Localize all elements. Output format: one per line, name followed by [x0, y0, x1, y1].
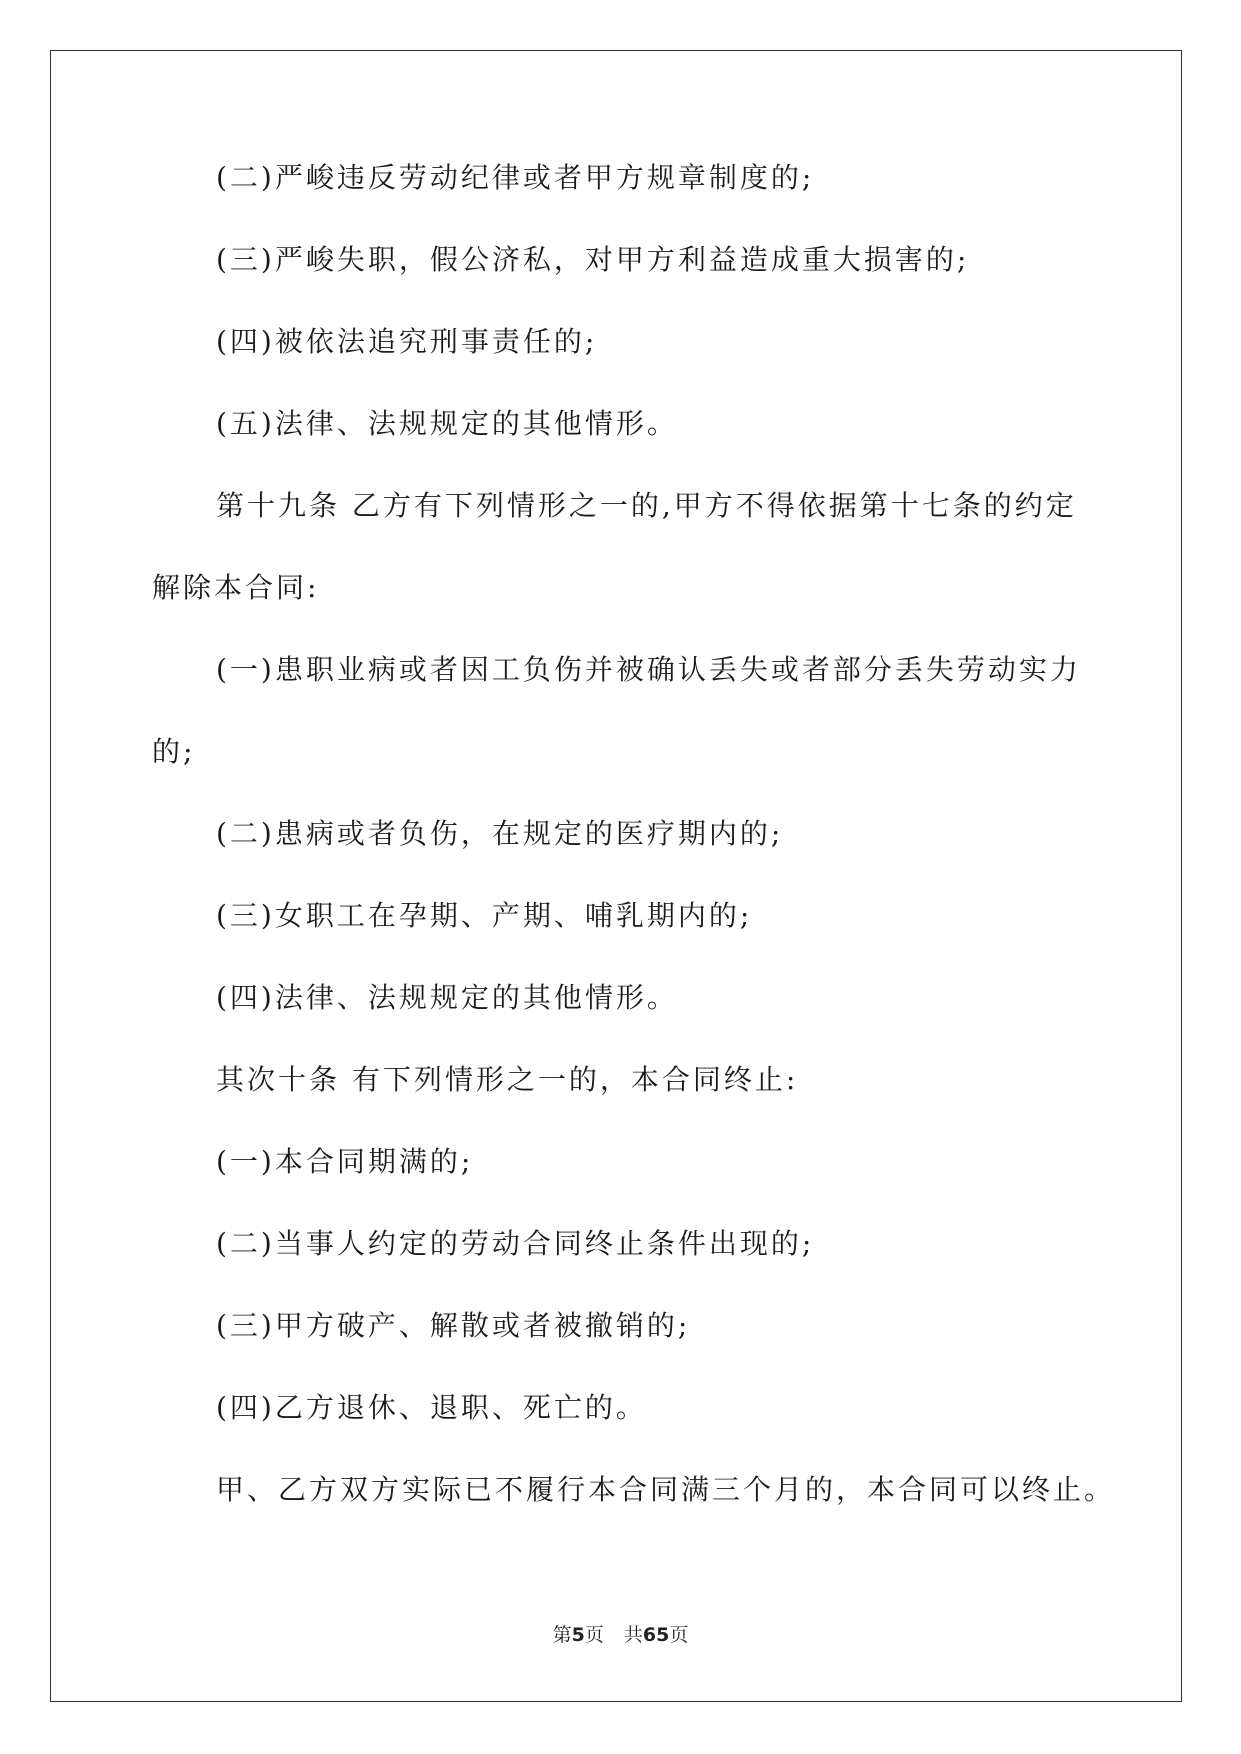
paragraph: (二)当事人约定的劳动合同终止条件出现的;: [216, 1227, 815, 1260]
article-19-line-1: 第十九条 乙方有下列情形之一的,甲方不得依据第十七条的约定: [216, 489, 1077, 522]
page-footer: [0, 1620, 1241, 1647]
footer-page-unit: 页: [584, 1624, 604, 1646]
paragraph-continuation: 的;: [152, 735, 196, 768]
total-pages-number: 65: [642, 1624, 670, 1646]
paragraph: (一)患职业病或者因工负伤并被确认丢失或者部分丢失劳动实力: [216, 653, 1081, 686]
footer-total-unit: 页: [669, 1624, 689, 1646]
paragraph: (四)法律、法规规定的其他情形。: [216, 981, 678, 1014]
document-body: [152, 160, 1116, 1554]
current-page-number: 5: [571, 1624, 585, 1646]
footer-total-prefix: 共: [623, 1624, 643, 1646]
paragraph: (三)女职工在孕期、产期、哺乳期内的;: [216, 899, 753, 932]
paragraph: (三)严峻失职，假公济私，对甲方利益造成重大损害的;: [216, 243, 970, 276]
paragraph: (四)被依法追究刑事责任的;: [216, 325, 598, 358]
paragraph: (一)本合同期满的;: [216, 1145, 474, 1178]
article-20-heading: 其次十条 有下列情形之一的，本合同终止:: [216, 1063, 799, 1096]
paragraph: (二)患病或者负伤，在规定的医疗期内的;: [216, 817, 784, 850]
article-19-line-2: 解除本合同:: [152, 571, 320, 604]
paragraph: (二)严峻违反劳动纪律或者甲方规章制度的;: [216, 161, 815, 194]
paragraph: (三)甲方破产、解散或者被撤销的;: [216, 1309, 691, 1342]
paragraph: (四)乙方退休、退职、死亡的。: [216, 1391, 647, 1424]
paragraph: 甲、乙方双方实际已不履行本合同满三个月的，本合同可以终止。: [216, 1473, 1116, 1506]
footer-prefix: 第: [552, 1624, 572, 1646]
paragraph: (五)法律、法规规定的其他情形。: [216, 407, 678, 440]
